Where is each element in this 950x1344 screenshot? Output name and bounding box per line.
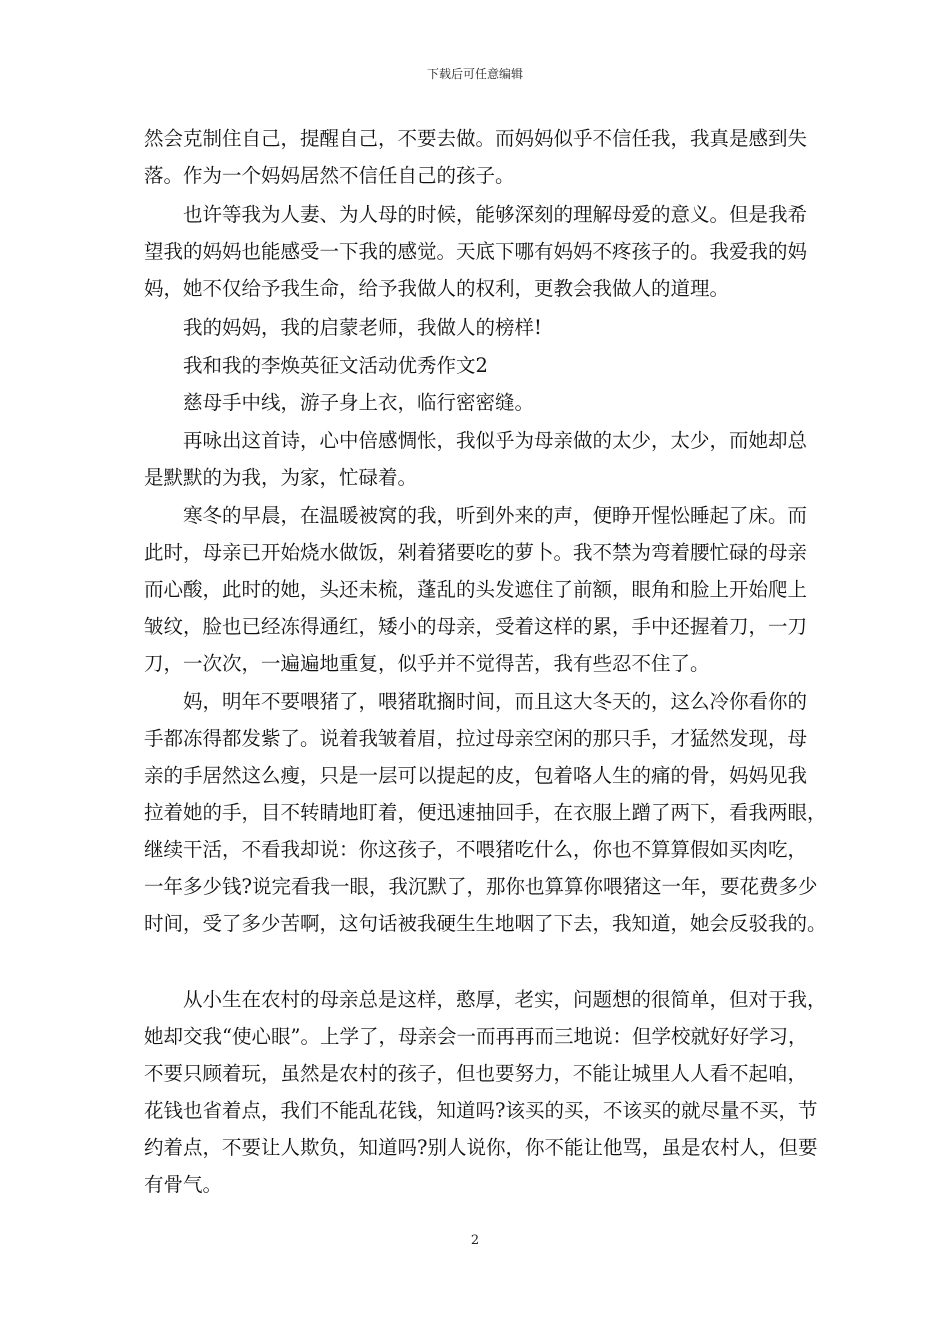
body-line: 此时，母亲已开始烧水做饭，剁着猪要吃的萝卜。我不禁为弯着腰忙碌的母亲 [144, 541, 808, 564]
body-line: 而心酸，此时的她，头还未梳，蓬乱的头发遮住了前额，眼角和脸上开始爬上 [144, 578, 808, 601]
body-line: 亲的手居然这么瘦，只是一层可以提起的皮，包着咯人生的痛的骨，妈妈见我 [144, 764, 808, 787]
body-line: 手都冻得都发紫了。说着我皱着眉，拉过母亲空闲的那只手，才猛然发现，母 [144, 727, 808, 750]
section-title: 我和我的李焕英征文活动优秀作文2 [183, 354, 488, 377]
body-line: 妈，明年不要喂猪了，喂猪耽搁时间，而且这大冬天的，这么冷你看你的 [183, 690, 808, 713]
page-number: 2 [470, 1233, 480, 1248]
body-line: 寒冬的早晨，在温暖被窝的我，听到外来的声，便睁开惺忪睡起了床。而 [183, 504, 808, 527]
body-line: 继续干活，不看我却说：你这孩子，不喂猪吃什么，你也不算算假如买肉吃， [144, 838, 808, 861]
body-line: 刀，一次次，一遍遍地重复，似乎并不觉得苦，我有些忍不住了。 [144, 652, 710, 675]
body-line: 从小生在农村的母亲总是这样，憨厚，老实，问题想的很简单，但对于我， [183, 988, 827, 1011]
body-line: 花钱也省着点，我们不能乱花钱，知道吗?该买的买，不该买的就尽量不买，节 [144, 1099, 818, 1122]
body-line: 拉着她的手，目不转睛地盯着，便迅速抽回手，在衣服上蹭了两下，看我两眼， [144, 801, 827, 824]
body-line: 慈母手中线，游子身上衣，临行密密缝。 [183, 391, 535, 414]
body-line: 望我的妈妈也能感受一下我的感觉。天底下哪有妈妈不疼孩子的。我爱我的妈 [144, 240, 808, 263]
body-line: 然会克制住自己，提醒自己，不要去做。而妈妈似乎不信任我，我真是感到失 [144, 127, 808, 150]
body-line: 一年多少钱?说完看我一眼，我沉默了，那你也算算你喂猪这一年，要花费多少 [144, 875, 818, 898]
body-line: 妈，她不仅给予我生命，给予我做人的权利，更教会我做人的道理。 [144, 277, 730, 300]
body-line: 也许等我为人妻、为人母的时候，能够深刻的理解母爱的意义。但是我希 [183, 203, 808, 226]
body-line: 她却交我“使心眼”。上学了，母亲会一而再再而三地说：但学校就好好学习， [144, 1025, 808, 1048]
body-line: 约着点，不要让人欺负，知道吗?别人说你，你不能让他骂，虽是农村人，但要 [144, 1136, 818, 1159]
body-line: 时间，受了多少苦啊，这句话被我硬生生地咽了下去，我知道，她会反驳我的。 [144, 912, 827, 935]
body-line: 落。作为一个妈妈居然不信任自己的孩子。 [144, 164, 515, 187]
body-line: 我的妈妈，我的启蒙老师，我做人的榜样! [183, 316, 542, 339]
body-line: 有骨气。 [144, 1173, 223, 1196]
body-line: 再咏出这首诗，心中倍感惆怅，我似乎为母亲做的太少，太少，而她却总 [183, 429, 808, 452]
page-header: 下载后可任意编辑 [426, 67, 523, 81]
body-line: 皱纹，脸也已经冻得通红，矮小的母亲，受着这样的累，手中还握着刀，一刀 [144, 615, 808, 638]
body-line: 是默默的为我，为家，忙碌着。 [144, 466, 418, 489]
body-line: 不要只顾着玩，虽然是农村的孩子，但也要努力，不能让城里人人看不起咱， [144, 1062, 808, 1085]
